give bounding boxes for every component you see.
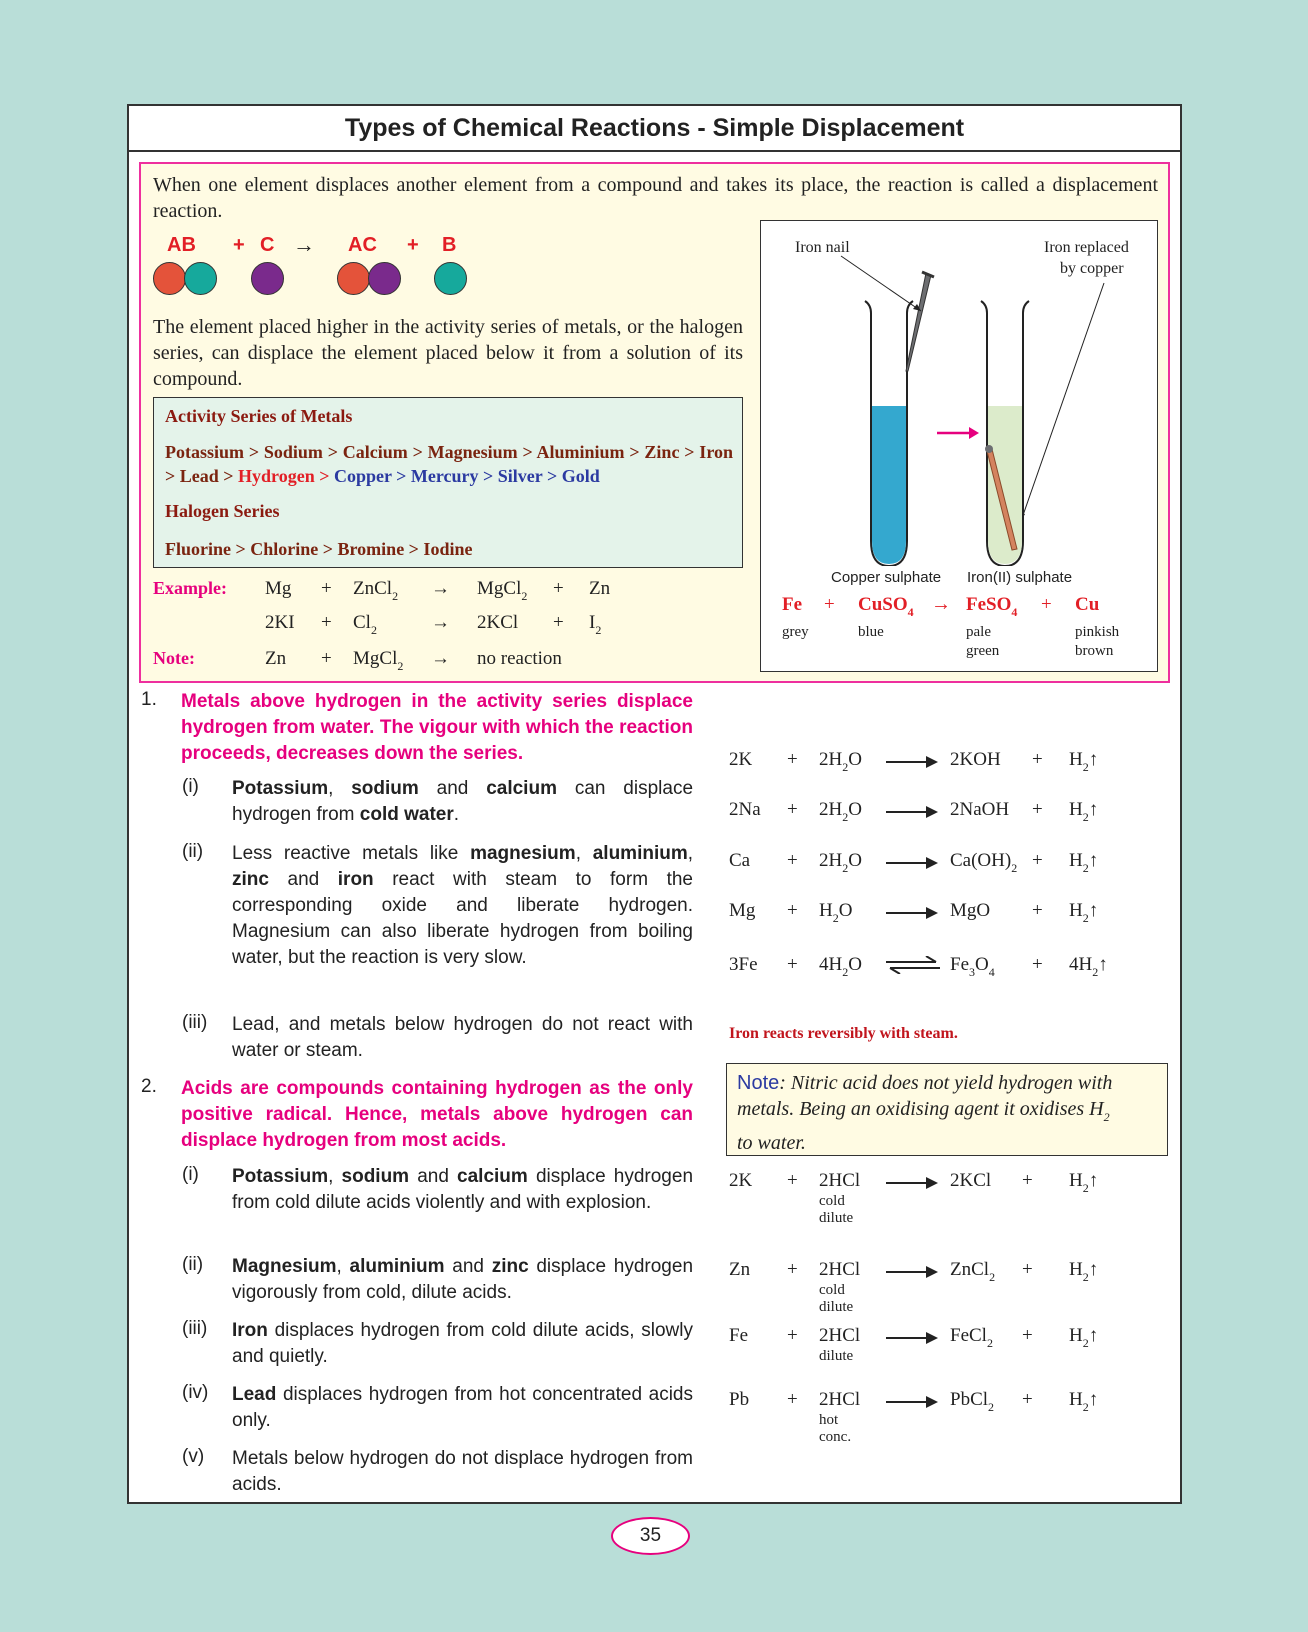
- subscript: 2: [1092, 965, 1099, 979]
- plus-sign: +: [787, 900, 798, 921]
- formula: [1069, 749, 1098, 775]
- plus-sign: +: [787, 1259, 798, 1280]
- item-number: (i): [182, 1164, 199, 1185]
- formula-part: 2H: [819, 749, 843, 770]
- formula: [1069, 1325, 1098, 1351]
- plus-sign: +: [1022, 1170, 1033, 1191]
- page-number: 35: [611, 1517, 690, 1555]
- atom-b-circle: [434, 262, 467, 295]
- arrow: →: [431, 648, 450, 669]
- plus-sign: +: [321, 612, 332, 633]
- example-label: Example:: [153, 578, 227, 598]
- formula-part: ↑: [1088, 1170, 1099, 1191]
- formula: [819, 749, 862, 775]
- formula: [819, 954, 862, 980]
- formula: [950, 900, 990, 922]
- test-tubes-illustration: [761, 221, 1159, 566]
- reactant: 2HCl: [819, 1259, 861, 1280]
- subscript: 2: [1082, 1270, 1089, 1284]
- formula: [950, 1389, 994, 1415]
- definition-text: When one element displaces another element from a compound and takes its place, the reaction is called a displacement reaction.: [153, 174, 1158, 222]
- arrow-icon: [886, 811, 936, 813]
- formula: [1069, 1170, 1098, 1196]
- label-iron-replaced: Iron replaced: [1044, 239, 1129, 256]
- subscript: 2: [842, 965, 849, 979]
- formula-part: H: [1069, 1259, 1083, 1280]
- plus-sign: +: [1022, 1259, 1033, 1280]
- reversible-arrow-icon: [886, 956, 940, 974]
- reactant: Mg: [265, 578, 292, 599]
- subscript: 2: [1082, 1400, 1089, 1414]
- section-2-item-1: Potassium, sodium and calcium displace hydrogen from cold dilute acids violently and with explosion.: [232, 1166, 694, 1213]
- formula-part: H: [819, 900, 833, 921]
- rule-text: The element placed higher in the activity series of metals, or the halogen series, can displace the element placed below it from a solution of its compound.: [153, 316, 743, 390]
- reactant: ZnCl: [353, 578, 393, 599]
- arrow-icon: [886, 1401, 936, 1403]
- eq-c: C: [260, 234, 275, 256]
- formula-part: 2NaOH: [950, 799, 1010, 820]
- label-copper-sulphate: Copper sulphate: [831, 569, 942, 586]
- nitric-acid-note: [726, 1063, 1168, 1156]
- formula-part: H: [1069, 799, 1083, 820]
- reactant: Zn: [729, 1259, 751, 1280]
- reactant: Cl: [353, 612, 371, 633]
- formula-part: 2H: [819, 799, 843, 820]
- reactant-cuso4: [858, 594, 914, 620]
- formula: CuSO: [858, 594, 908, 615]
- subscript: 2: [832, 911, 839, 925]
- atom-c-circle: [368, 262, 401, 295]
- reaction-condition: dilute: [819, 1348, 854, 1364]
- item-number: (v): [182, 1446, 205, 1467]
- formula: [1069, 954, 1108, 980]
- formula-part: ↑: [1088, 1259, 1099, 1280]
- formula: [950, 954, 995, 980]
- subscript: 2: [397, 659, 404, 673]
- formula: [1069, 1389, 1098, 1415]
- subscript: 2: [392, 589, 399, 603]
- plus-sign: +: [1022, 1325, 1033, 1346]
- formula: FeSO: [966, 594, 1012, 615]
- reactant: 3Fe: [729, 954, 758, 975]
- copper-sulphate-solution: [872, 406, 906, 564]
- page-title: Types of Chemical Reactions - Simple Displacement: [129, 106, 1180, 152]
- formula-part: H: [1069, 850, 1083, 871]
- section-2-heading: Acids are compounds containing hydrogen as the only positive radical. Hence, metals above hydrogen can displace hydrogen from most acids.: [181, 1078, 693, 1151]
- page: [127, 104, 1182, 1504]
- formula-part: ↑: [1098, 954, 1108, 975]
- test-tube-diagram: [760, 220, 1158, 672]
- reaction-condition: cold dilute: [819, 1193, 854, 1226]
- formula-part: 2KCl: [950, 1170, 992, 1191]
- subscript: 2: [842, 810, 849, 824]
- plus-sign: +: [787, 954, 798, 975]
- activity-series-part2: Copper > Mercury > Silver > Gold: [329, 466, 600, 486]
- eq-plus-1: +: [233, 234, 245, 256]
- formula: [1069, 850, 1098, 876]
- color-green: green: [966, 643, 1000, 659]
- plus-sign: +: [553, 612, 564, 633]
- atom-a-circle: [153, 262, 186, 295]
- subscript: 2: [1082, 1336, 1089, 1350]
- atom-a-circle: [337, 262, 370, 295]
- plus-sign: +: [787, 1389, 798, 1410]
- plus-sign: +: [1032, 850, 1043, 871]
- reactant: Ca: [729, 850, 751, 871]
- formula-part: Ca(OH): [950, 850, 1012, 871]
- note-text-end: to water.: [737, 1132, 806, 1154]
- reactant: Mg: [729, 900, 756, 921]
- formula-part: 2H: [819, 850, 843, 871]
- intro-box: [139, 162, 1170, 683]
- reactant: 2HCl: [819, 1389, 861, 1410]
- color-pinkish: pinkish: [1075, 624, 1120, 640]
- section-2-item-4: Lead displaces hydrogen from hot concentrated acids only.: [232, 1384, 693, 1431]
- section-2-item-3: Iron displaces hydrogen from cold dilute acids, slowly and quietly.: [232, 1320, 693, 1367]
- arrow: →: [931, 593, 951, 615]
- activity-series-heading: Activity Series of Metals: [165, 406, 353, 426]
- reactant-fe: Fe: [782, 594, 803, 615]
- formula-part: ↑: [1088, 1325, 1099, 1346]
- plus-sign: +: [787, 1325, 798, 1346]
- plus-sign: +: [1032, 799, 1043, 820]
- plus-sign: +: [787, 749, 798, 770]
- formula-part: MgO: [950, 900, 991, 921]
- subscript: 2: [989, 1270, 996, 1284]
- formula-part: 4H: [819, 954, 843, 975]
- section-1-item-1: Potassium, sodium and calcium can displace hydrogen from cold water.: [232, 778, 694, 825]
- reactant: 2HCl: [819, 1325, 861, 1346]
- label-iron-nail: Iron nail: [795, 239, 850, 256]
- subscript: 4: [907, 605, 914, 619]
- reactant: Pb: [729, 1389, 750, 1410]
- subscript: 2: [842, 760, 849, 774]
- note-label: Note: [737, 1072, 780, 1094]
- reactant: Zn: [265, 648, 287, 669]
- subscript: 2: [1011, 861, 1018, 875]
- formula: [819, 850, 862, 876]
- atom-b-circle: [184, 262, 217, 295]
- formula: [950, 1170, 991, 1192]
- formula: [950, 749, 1001, 771]
- eq-b: B: [442, 234, 457, 256]
- section-1-heading: Metals above hydrogen in the activity series displace hydrogen from water. The vigour with which the reaction proceeds, decreases down the series.: [181, 691, 693, 764]
- plus-sign: +: [1032, 749, 1043, 770]
- activity-series-part1: Potassium > Sodium > Calcium > Magnesium > Aluminium > Zinc > Iron > Lead >: [165, 442, 733, 486]
- reaction-condition: cold dilute: [819, 1282, 854, 1315]
- halogen-series-line: Fluorine > Chlorine > Bromine > Iodine: [165, 539, 473, 559]
- subscript: 2: [370, 623, 377, 637]
- formula-part: ↑: [1088, 850, 1099, 871]
- formula-part: H: [1069, 1170, 1083, 1191]
- formula-part: ↑: [1088, 749, 1099, 770]
- subscript: 2: [1082, 861, 1089, 875]
- label-iron-sulphate: Iron(II) sulphate: [967, 569, 1073, 586]
- formula-part: Fe: [950, 954, 969, 975]
- section-1-item-3: Lead, and metals below hydrogen do not react with water or steam.: [232, 1014, 693, 1061]
- formula-part: H: [1069, 1325, 1083, 1346]
- iron-sulphate-solution: [988, 406, 1022, 564]
- plus-sign: +: [1032, 900, 1043, 921]
- atom-c-circle: [251, 262, 284, 295]
- label-by-copper: by copper: [1060, 260, 1124, 277]
- product: 2KCl: [477, 612, 519, 633]
- formula-part: H: [1069, 749, 1083, 770]
- product: Zn: [589, 578, 611, 599]
- note-label: Note:: [153, 648, 195, 668]
- iron-reversible-note: Iron reacts reversibly with steam.: [729, 1025, 958, 1042]
- eq-ac: AC: [348, 234, 377, 256]
- eq-ab: AB: [167, 234, 196, 256]
- arrow-icon: [886, 1182, 936, 1184]
- subscript: 2: [521, 589, 528, 603]
- color-pale: pale: [966, 624, 991, 640]
- iron-nail-icon: [906, 273, 931, 371]
- product: MgCl: [477, 578, 522, 599]
- section-2-item-5: Metals below hydrogen do not displace hydrogen from acids.: [232, 1448, 693, 1495]
- halogen-series-heading: Halogen Series: [165, 501, 280, 521]
- plus-sign: +: [321, 648, 332, 669]
- formula-part: H: [1069, 900, 1083, 921]
- arrow-icon: [886, 912, 936, 914]
- plus-sign: +: [553, 578, 564, 599]
- plus-sign: +: [787, 799, 798, 820]
- reaction-condition: hot conc.: [819, 1412, 852, 1445]
- eq-arrow: →: [293, 232, 315, 257]
- plus-sign: +: [321, 578, 332, 599]
- product: no reaction: [477, 648, 562, 669]
- plus-sign: +: [1041, 594, 1052, 615]
- subscript: 2: [1103, 1110, 1110, 1124]
- formula-part: ↑: [1088, 1389, 1099, 1410]
- section-2-item-2: Magnesium, aluminium and zinc displace hydrogen vigorously from cold, dilute acids.: [232, 1256, 694, 1303]
- item-number: (ii): [182, 841, 204, 862]
- formula: [950, 799, 1009, 821]
- formula-part: ↑: [1088, 900, 1099, 921]
- formula-part: O: [848, 799, 862, 820]
- reactant: MgCl: [353, 648, 398, 669]
- plus-sign: +: [1032, 954, 1043, 975]
- section-number: 1.: [141, 689, 157, 710]
- section-1-item-2: Less reactive metals like magnesium, aluminium, zinc and iron react with steam to form the corresponding oxide and liberate hydrogen. Magnesium can also liberate hydrogen from boiling water, but the reaction is very slow.: [232, 843, 694, 968]
- activity-series-line: [165, 440, 733, 488]
- arrow-icon: [886, 761, 936, 763]
- eq-plus-2: +: [407, 234, 419, 256]
- item-number: (ii): [182, 1254, 204, 1275]
- formula-part: 4H: [1069, 954, 1093, 975]
- subscript: 2: [986, 1336, 993, 1350]
- plus-sign: +: [787, 1170, 798, 1191]
- reactant: 2KI: [265, 612, 295, 633]
- reactant: 2K: [729, 749, 753, 770]
- formula: [1069, 900, 1098, 926]
- section-number: 2.: [141, 1076, 157, 1097]
- arrow-icon: [886, 1271, 936, 1273]
- color-grey: grey: [782, 624, 809, 640]
- reactant: 2K: [729, 1170, 753, 1191]
- subscript: 2: [1082, 911, 1089, 925]
- formula-part: O: [838, 900, 853, 921]
- formula-part: O: [848, 850, 862, 871]
- arrow-icon: [886, 862, 936, 864]
- formula: [950, 1325, 993, 1351]
- arrow: →: [431, 578, 450, 599]
- formula: [950, 1259, 995, 1285]
- product-cu: Cu: [1075, 594, 1100, 615]
- formula-part: FeCl: [950, 1325, 987, 1346]
- subscript: 3: [969, 965, 975, 979]
- series-box: [153, 397, 743, 568]
- formula-part: O: [848, 749, 862, 770]
- note-text: : Nitric acid does not yield hydrogen with metals. Being an oxidising agent it oxidises H: [737, 1072, 1113, 1120]
- color-blue: blue: [858, 624, 884, 640]
- subscript: 2: [1082, 760, 1089, 774]
- reactant: 2HCl: [819, 1170, 861, 1191]
- plus-sign: +: [787, 850, 798, 871]
- product: I: [589, 612, 596, 633]
- plus-sign: +: [824, 594, 835, 615]
- formula: [819, 900, 852, 926]
- subscript: 2: [1082, 1181, 1089, 1195]
- formula-part: H: [1069, 1389, 1083, 1410]
- color-brown: brown: [1075, 643, 1114, 659]
- formula-part: ↑: [1088, 799, 1099, 820]
- item-number: (iv): [182, 1382, 209, 1403]
- item-number: (iii): [182, 1012, 208, 1033]
- subscript: 2: [595, 623, 602, 637]
- arrow-icon: [886, 1337, 936, 1339]
- reactant: Fe: [729, 1325, 748, 1346]
- subscript: 4: [1011, 605, 1018, 619]
- activity-series-hydrogen: Hydrogen >: [238, 466, 330, 486]
- subscript: 4: [988, 965, 995, 979]
- formula: [1069, 799, 1098, 825]
- item-number: (iii): [182, 1318, 208, 1339]
- formula-part: 2KOH: [950, 749, 1001, 770]
- formula: [950, 850, 1017, 876]
- subscript: 2: [842, 861, 849, 875]
- reactant: 2Na: [729, 799, 761, 820]
- plus-sign: +: [1022, 1389, 1033, 1410]
- formula-part: O: [848, 954, 862, 975]
- formula-part: O: [975, 954, 989, 975]
- item-number: (i): [182, 776, 199, 797]
- arrow: →: [431, 612, 450, 633]
- formula-part: PbCl: [950, 1389, 989, 1410]
- subscript: 2: [1082, 810, 1089, 824]
- subscript: 2: [988, 1400, 995, 1414]
- formula: [819, 799, 862, 825]
- product-feso4: [966, 594, 1017, 620]
- formula: [1069, 1259, 1098, 1285]
- formula-part: ZnCl: [950, 1259, 990, 1280]
